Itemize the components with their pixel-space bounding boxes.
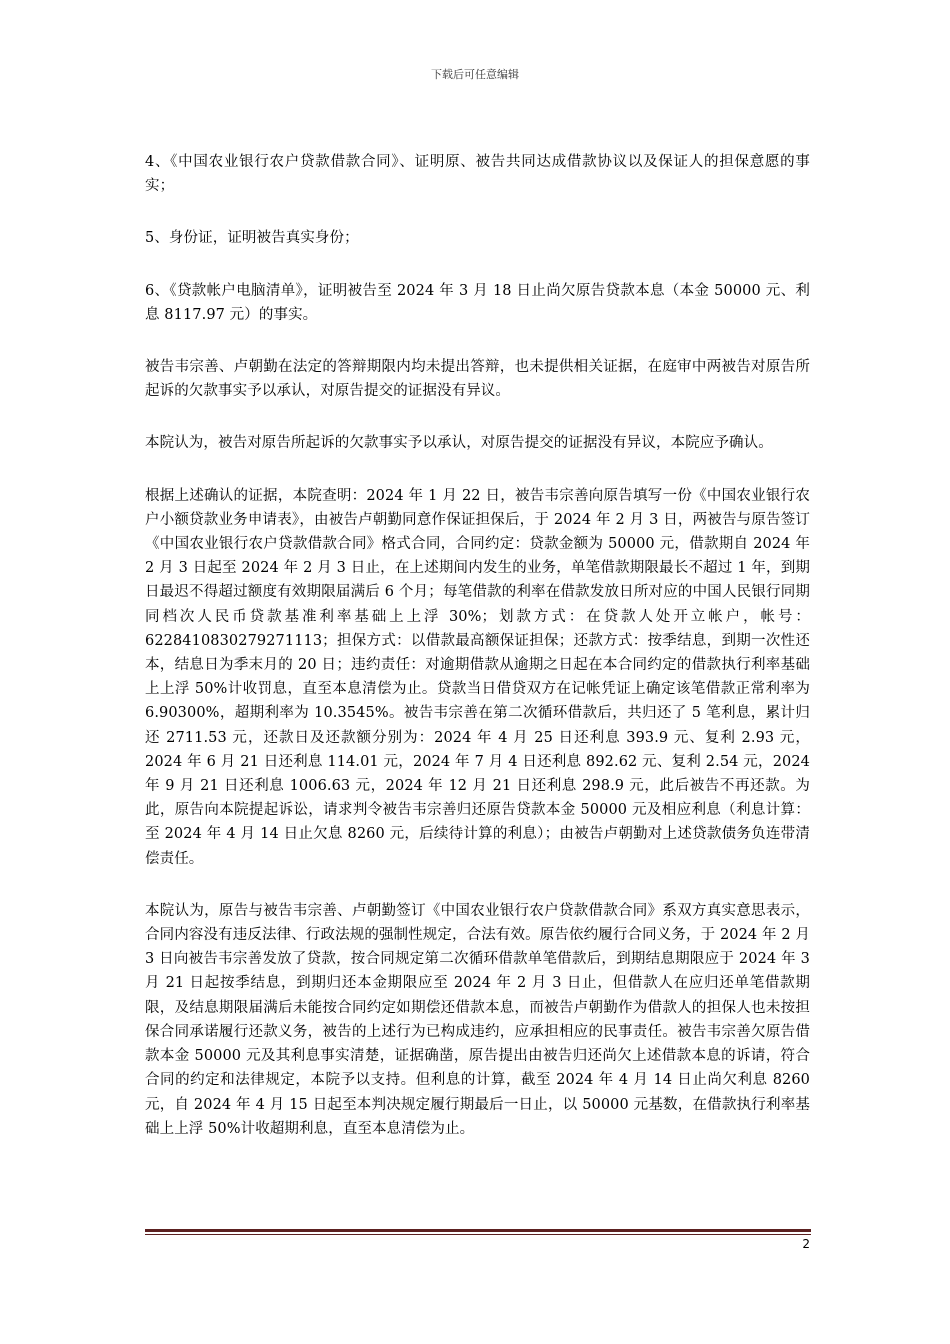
paragraph-evidence-5: 5、身份证，证明被告真实身份； <box>145 230 359 247</box>
paragraph-court-opinion: 本院认为，原告与被告韦宗善、卢朝勤签订《中国农业银行农户贷款借款合同》系双方真实意思表示，合同内容没有违反法律、行政法规的强制性规定，合法有效。原告依约履行合同义务，于 2024 年 2 月 3 日向被告韦宗善发放了贷款，按合同规定第二次循环借款单笔借款后，到期结息期限应于 2024 年 3 月 21 日起按季结息，到期归还本金期限应至 2024 年 2 月 3 日止，但借款人在应归还单笔借款期限，及结息期限届满后未能按合同约定如期偿还借款本息，而被告卢朝勤作为借款人的担保人也未按担保合同承诺履行还款义务，被告的上述行为已构成违约，应承担相应的民事责任。被告韦宗善欠原告借款本金 50000 元及其利息事实清楚，证据确凿，原告提出由被告归还尚欠上述借款本息的诉请，符合合同的约定和法律规定，本院予以支持。但利息的计算，截至 2024 年 4 月 14 日止尚欠利息 8260 元，自 2024 年 4 月 15 日起至本判决规定履行期最后一日止，以 50000 元基数，在借款执行利率基础上上浮 50%计收超期利息，直至本息清偿为止。 <box>145 902 810 1137</box>
footer-rule-thin <box>145 1234 811 1235</box>
paragraph-evidence-6: 6、《贷款帐户电脑清单》，证明被告至 2024 年 3 月 18 日止尚欠原告贷款本息（本金 50000 元、利息 8117.97 元）的事实。 <box>145 282 810 323</box>
footer-rule-thick <box>145 1229 811 1232</box>
paragraph-evidence-4: 4、《中国农业银行农户贷款借款合同》、证明原、被告共同达成借款协议以及保证人的担保意愿的事实； <box>145 154 810 195</box>
paragraph-defendant-response: 被告韦宗善、卢朝勤在法定的答辩期限内均未提出答辩，也未提供相关证据，在庭审中两被告对原告所起诉的欠款事实予以承认，对原告提交的证据没有异议。 <box>145 359 810 400</box>
paragraph-facts-found: 根据上述确认的证据，本院查明：2024 年 1 月 22 日，被告韦宗善向原告填写一份《中国农业银行农户小额贷款业务申请表》，由被告卢朝勤同意作保证担保后，于 2024 年 2 月 3 日，两被告与原告签订《中国农业银行农户贷款借款合同》格式合同，合同约定：贷款金额为 50000 元，借款期自 2024 年 2 月 3 日起至 2024 年 2 月 3 日止，在上述期间内发生的业务，单笔借款期限最长不超过 1 年，到期日最迟不得超过额度有效期限届满后 6 个月；每笔借款的利率在借款发放日所对应的中国人民银行同期同档次人民币贷款基准利率基础上上浮 30%；划款方式：在贷款人处开立帐户，帐号：6228410830279271113；担保方式：以借款最高额保证担保；还款方式：按季结息，到期一次性还本，结息日为季末月的 20 日；违约责任：对逾期借款从逾期之日起在本合同约定的借款执行利率基础上上浮 50%计收罚息，直至本息清偿为止。贷款当日借贷双方在记帐凭证上确定该笔借款正常利率为 6.90300%，超期利率为 10.3545%。被告韦宗善在第二次循环借款后，共归还了 5 笔利息，累计归还 2711.53 元，还款日及还款额分别为：2024 年 4 月 25 日还利息 393.9 元、复利 2.93 元，2024 年 6 月 21 日还利息 114.01 元，2024 年 7 月 4 日还利息 892.62 元、复利 2.54 元，2024 年 9 月 21 日还利息 1006.63 元，2024 年 12 月 21 日还利息 298.9 元，此后被告不再还款。为此，原告向本院提起诉讼，请求判令被告韦宗善归还原告贷款本金 50000 元及相应利息（利息计算：至 2024 年 4 月 14 日止欠息 8260 元，后续待计算的利息）；由被告卢朝勤对上述贷款债务负连带清偿责任。 <box>145 487 810 867</box>
document-body <box>145 150 810 1169</box>
page-header: 下载后可任意编辑 <box>431 68 519 81</box>
paragraph-court-confirmation: 本院认为，被告对原告所起诉的欠款事实予以承认，对原告提交的证据没有异议，本院应予确认。 <box>145 435 773 452</box>
page-number: 2 <box>802 1237 810 1251</box>
